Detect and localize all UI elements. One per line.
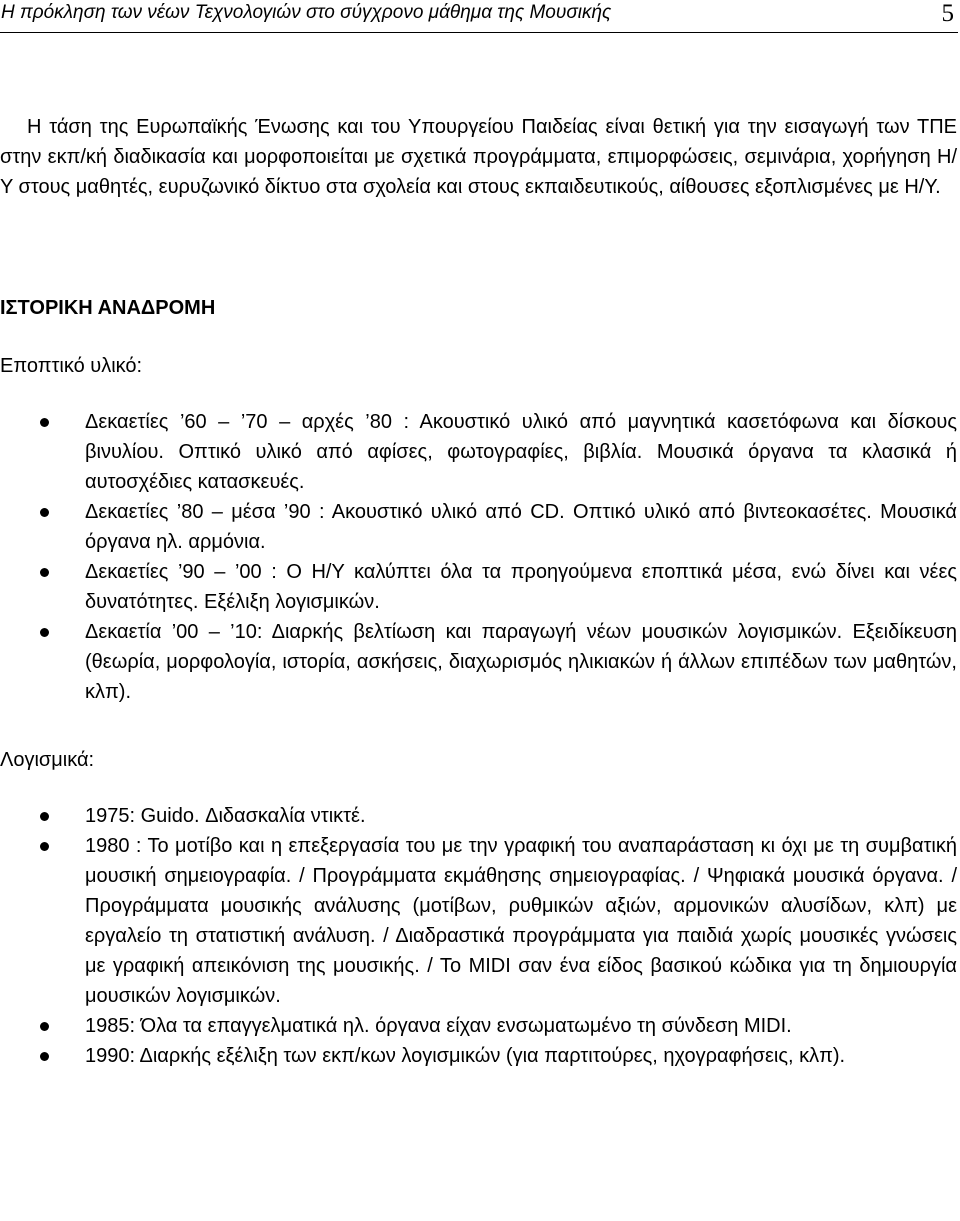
intro-paragraph: Η τάση της Ευρωπαϊκής Ένωσης και του Υπουργείου Παιδείας είναι θετική για την εισαγωγή των ΤΠΕ στην εκπ/κή διαδικασία και μορφοποιείται με σχετικά προγράμματα, επιμορφώσεις, σεμινάρια, χορήγηση Η/Υ στους μαθητές, ευρυζωνικό δίκτυο στα σχολεία και στους εκπαιδευτικούς, αίθουσες εξοπλισμένες με Η/Υ.: [0, 116, 957, 198]
bullet-icon: [40, 1022, 49, 1031]
page-body: [0, 112, 957, 1071]
bullet-icon: [40, 418, 49, 427]
list-item-text: Δεκαετίες ’80 – μέσα ’90 : Ακουστικό υλικό από CD. Οπτικό υλικό από βιντεοκασέτες. Μουσικά όργανα ηλ. αρμόνια.: [85, 501, 957, 553]
list-item-text: 1990: Διαρκής εξέλιξη των εκπ/κων λογισμικών (για παρτιτούρες, ηχογραφήσεις, κλπ).: [85, 1045, 846, 1067]
list-item-text: 1985: Όλα τα επαγγελματικά ηλ. όργανα είχαν ενσωματωμένο τη σύνδεση MIDI.: [85, 1015, 792, 1037]
list-item: [0, 497, 957, 557]
bullet-icon: [40, 812, 49, 821]
running-header-title: Η πρόκληση των νέων Τεχνολογιών στο σύγχρονο μάθημα της Μουσικής: [1, 2, 612, 23]
software-label: Λογισμικά:: [0, 749, 95, 771]
bullet-icon: [40, 508, 49, 517]
list-item: [0, 617, 957, 707]
bullet-icon: [40, 568, 49, 577]
list-item: [0, 1011, 957, 1041]
bullet-icon: [40, 1052, 49, 1061]
list-item-text: Δεκαετίες ’90 – ’00 : Ο Η/Υ καλύπτει όλα τα προηγούμενα εποπτικά μέσα, ενώ δίνει και νέες δυνατότητες. Εξέλιξη λογισμικών.: [85, 561, 957, 613]
list-item-text: Δεκαετία ’00 – ’10: Διαρκής βελτίωση και παραγωγή νέων μουσικών λογισμικών. Εξειδίκευση (θεωρία, μορφολογία, ιστορία, ασκήσεις, διαχωρισμός ηλικιακών ή άλλων επιπέδων των μαθητών, κλπ).: [85, 621, 957, 703]
visual-material-label: Εποπτικό υλικό:: [0, 355, 143, 377]
list-item: [0, 557, 957, 617]
list-item: [0, 1041, 957, 1071]
bullet-icon: [40, 842, 49, 851]
list-item: [0, 831, 957, 1011]
visual-material-list: [0, 407, 957, 707]
bullet-icon: [40, 628, 49, 637]
list-item-text: Δεκαετίες ’60 – ’70 – αρχές ’80 : Ακουστικό υλικό από μαγνητικά κασετόφωνα και δίσκους βινυλίου. Οπτικό υλικό από αφίσες, φωτογραφίες, βιβλία. Μουσικά όργανα τα κλασικά ή αυτοσχέδιες κατασκευές.: [85, 411, 957, 493]
list-item: [0, 407, 957, 497]
list-item: [0, 801, 957, 831]
page-number: 5: [941, 0, 954, 27]
section-heading: ΙΣΤΟΡΙΚΗ ΑΝΑΔΡΟΜΗ: [0, 297, 216, 319]
list-item-text: 1975: Guido. Διδασκαλία ντικτέ.: [85, 805, 366, 827]
running-header: [0, 0, 958, 33]
software-list: [0, 801, 957, 1071]
list-item-text: 1980 : Το μοτίβο και η επεξεργασία του με την γραφική του αναπαράσταση κι όχι με τη συμβατική μουσική σημειογραφία. / Προγράμματα εκμάθησης σημειογραφίας. / Ψηφιακά μουσικά όργανα. / Προγράμματα μουσικής ανάλυσης (μοτίβων, ρυθμικών αξιών, αρμονικών αλυσίδων, κλπ) με εργαλείο τη στατιστική ανάλυση. / Διαδραστικά προγράμματα για παιδιά χωρίς μουσικές γνώσεις με γραφική απεικόνιση της μουσικής. / Το MIDI σαν ένα είδος βασικού κώδικα για τη δημιουργία μουσικών λογισμικών.: [85, 835, 957, 1007]
